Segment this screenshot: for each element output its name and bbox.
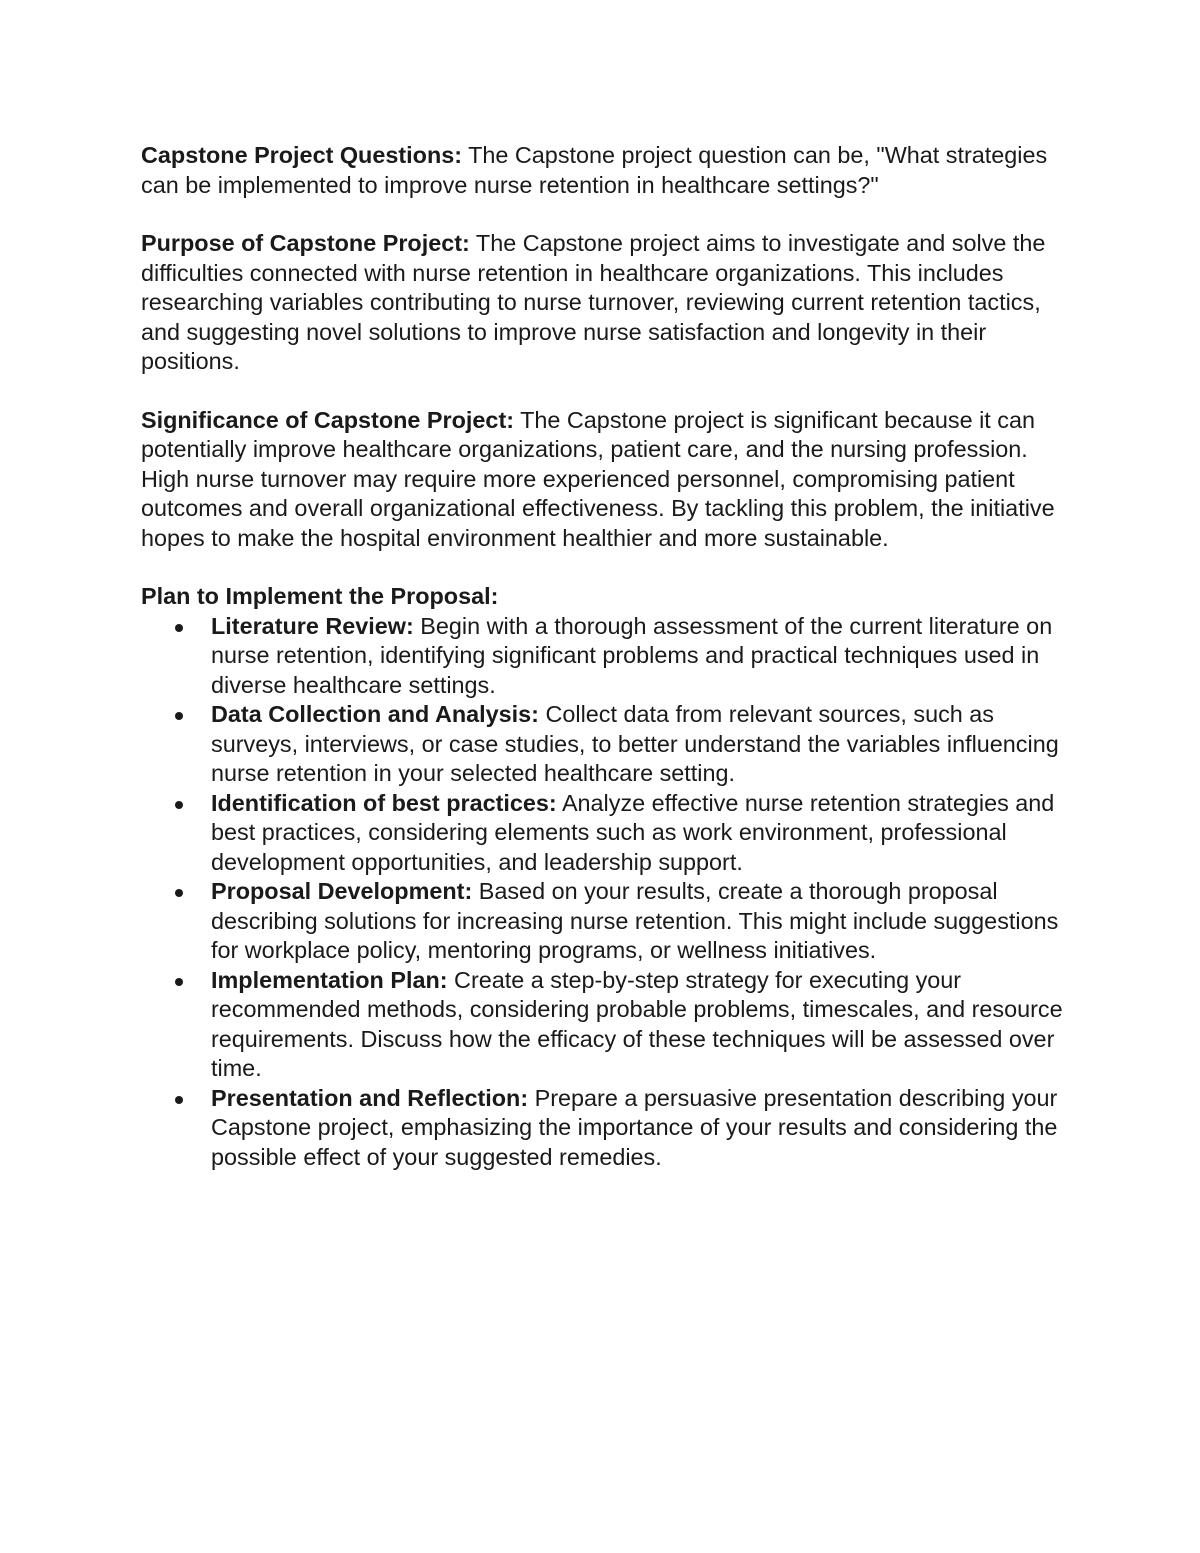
document-page bbox=[141, 141, 1071, 1172]
list-item-label: Proposal Development: bbox=[211, 878, 473, 904]
purpose-paragraph bbox=[141, 229, 1071, 377]
purpose-label: Purpose of Capstone Project: bbox=[141, 230, 470, 256]
list-item-label: Implementation Plan: bbox=[211, 966, 448, 993]
list-item-text: Collect data from relevant sources, such as surveys, interviews, or case studies, to better understand the variables influencing nurse retention in your selected healthcare setting. bbox=[211, 701, 1059, 786]
capstone-questions-paragraph bbox=[141, 141, 1071, 200]
list-item bbox=[141, 789, 1071, 878]
list-item bbox=[141, 612, 1071, 701]
significance-text: The Capstone project is significant because it can potentially improve healthcare organizations, patient care, and the nursing profession. High nurse turnover may require more experienced personnel, compromising patient outcomes and overall organizational effectiveness. By tackling this problem, the initiative hopes to make the hospital environment healthier and more sustainable. bbox=[141, 406, 1055, 551]
plan-section bbox=[141, 582, 1071, 1172]
capstone-questions-text: The Capstone project question can be, "What strategies can be implemented to improve nurse retention in healthcare settings?" bbox=[141, 142, 1048, 198]
significance-paragraph bbox=[141, 406, 1071, 554]
list-item-label: Identification of best practices: bbox=[211, 789, 557, 816]
list-item-label: Presentation and Reflection: bbox=[211, 1084, 529, 1111]
plan-heading: Plan to Implement the Proposal: bbox=[141, 583, 499, 609]
list-item-text: Analyze effective nurse retention strategies and best practices, considering elements such as work environment, professional development opportunities, and leadership support. bbox=[211, 789, 1055, 875]
bullet-icon bbox=[175, 1096, 183, 1104]
bullet-icon bbox=[175, 889, 183, 897]
list-item bbox=[141, 966, 1071, 1084]
purpose-text: The Capstone project aims to investigate and solve the difficulties connected with nurse retention in healthcare organizations. This includes researching variables contributing to nurse turnover, reviewing current retention tactics, and suggesting novel solutions to improve nurse satisfaction and longevity in their positions. bbox=[141, 230, 1046, 374]
bullet-icon bbox=[175, 801, 183, 809]
list-item-label: Data Collection and Analysis: bbox=[211, 701, 539, 727]
capstone-questions-label: Capstone Project Questions: bbox=[141, 142, 463, 168]
significance-label: Significance of Capstone Project: bbox=[141, 406, 515, 433]
list-item-text: Begin with a thorough assessment of the current literature on nurse retention, identifying significant problems and practical techniques used in diverse healthcare settings. bbox=[211, 612, 1053, 698]
list-item-text: Based on your results, create a thorough proposal describing solutions for increasing nurse retention. This might include suggestions for workplace policy, mentoring programs, or wellness initiatives. bbox=[211, 878, 1059, 963]
list-item bbox=[141, 877, 1071, 966]
list-item-text: Prepare a persuasive presentation describing your Capstone project, emphasizing the importance of your results and considering the possible effect of your suggested remedies. bbox=[211, 1084, 1058, 1170]
bullet-icon bbox=[175, 624, 183, 632]
plan-list bbox=[141, 612, 1071, 1173]
list-item bbox=[141, 1084, 1071, 1173]
list-item-label: Literature Review: bbox=[211, 612, 414, 639]
bullet-icon bbox=[175, 978, 183, 986]
list-item-text: Create a step-by-step strategy for executing your recommended methods, considering probable problems, timescales, and resource requirements. Discuss how the efficacy of these techniques will be assessed over time. bbox=[211, 966, 1063, 1081]
list-item bbox=[141, 700, 1071, 789]
bullet-icon bbox=[175, 712, 183, 720]
